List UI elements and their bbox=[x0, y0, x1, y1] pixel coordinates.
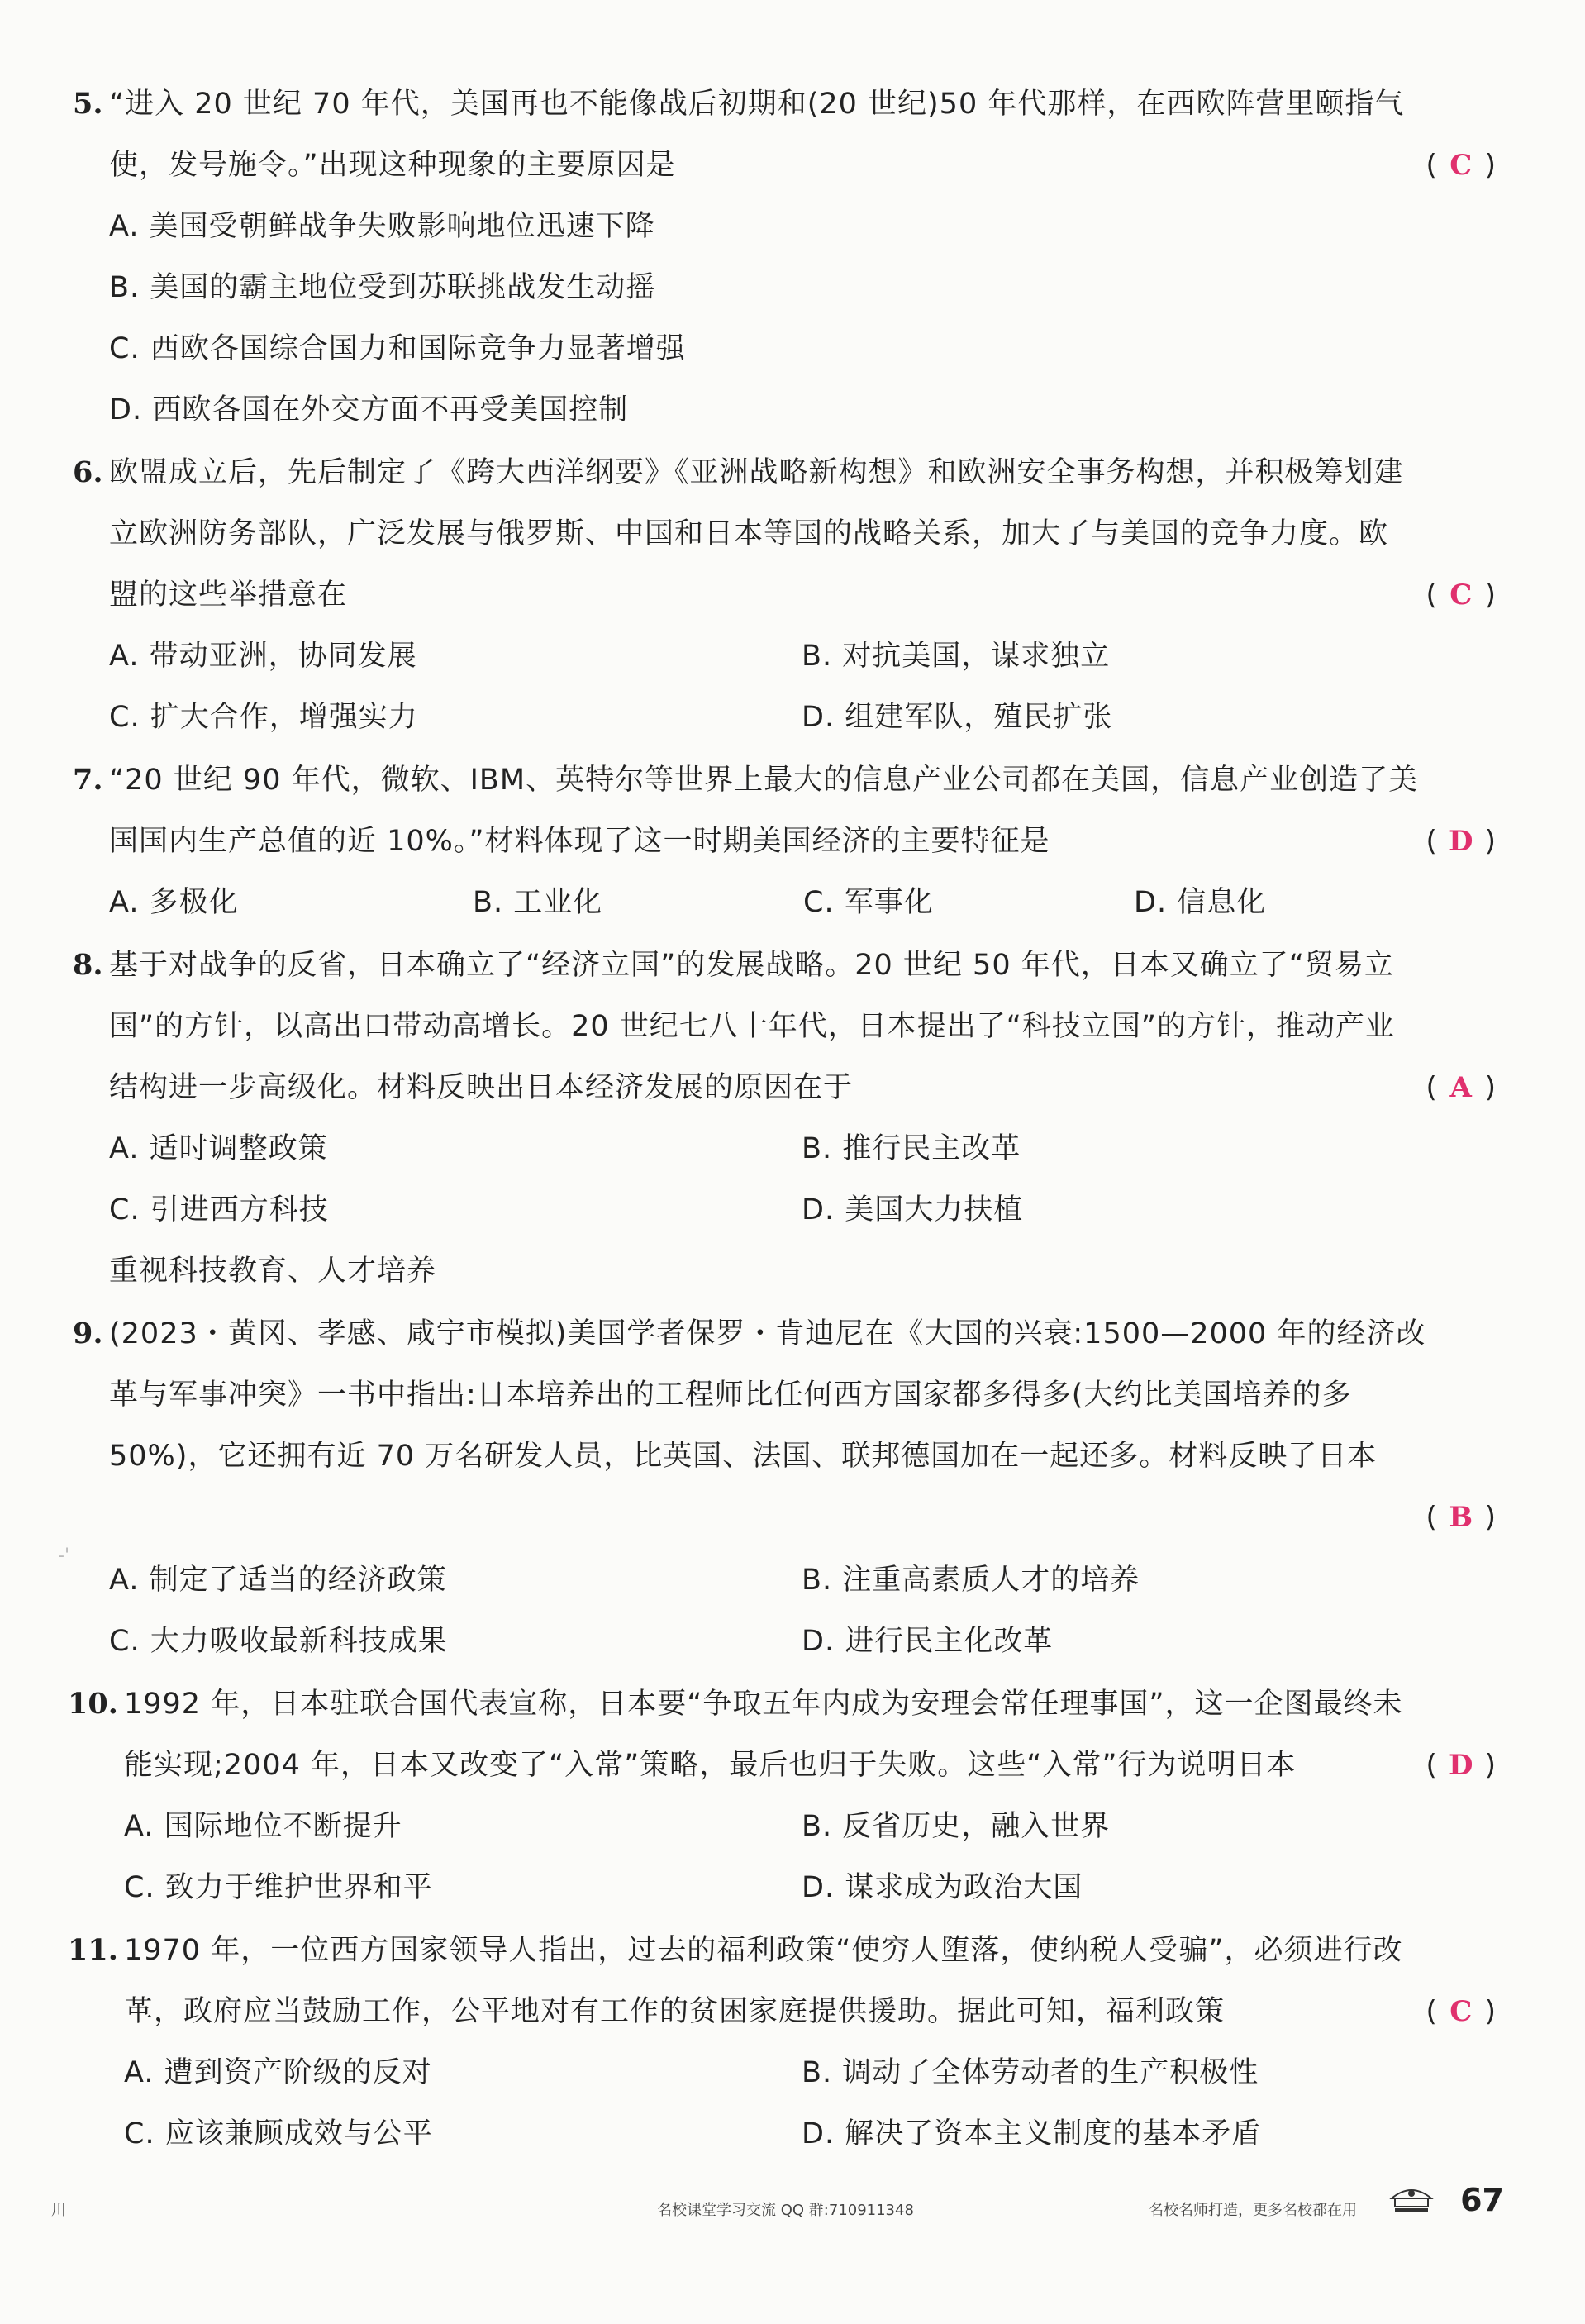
question-8-option-b: B. 推行民主改革 bbox=[802, 1132, 1021, 1165]
question-10-stem-line-1: 1992 年，日本驻联合国代表宣称，日本要“争取五年内成为安理会常任理事国”，这一企图最终未 bbox=[124, 1688, 1403, 1721]
question-10-option-b: B. 反省历史，融入世界 bbox=[802, 1810, 1111, 1843]
question-7-answer: ( D ) bbox=[1426, 825, 1496, 858]
answer-letter: D bbox=[1448, 825, 1473, 858]
question-6-option-a: A. 带动亚洲，协同发展 bbox=[109, 640, 417, 673]
question-9-option-b: B. 注重高素质人才的培养 bbox=[802, 1564, 1140, 1597]
question-5-number: 5. bbox=[73, 87, 103, 121]
question-10-option-a: A. 国际地位不断提升 bbox=[124, 1810, 402, 1843]
answer-letter: D bbox=[1448, 1749, 1473, 1782]
question-5-option-d: D. 西欧各国在外交方面不再受美国控制 bbox=[109, 393, 629, 426]
question-6-number: 6. bbox=[73, 455, 103, 489]
question-8-number: 8. bbox=[73, 948, 103, 982]
footer-left: 川 bbox=[51, 2202, 66, 2219]
question-9-number: 9. bbox=[73, 1317, 103, 1350]
question-9-option-c: C. 大力吸收最新科技成果 bbox=[109, 1625, 448, 1658]
question-10-stem-line-2: 能实现;2004 年，日本又改变了“入常”策略，最后也归于失败。这些“入常”行为说明日本 bbox=[124, 1749, 1297, 1782]
question-10-option-d: D. 谋求成为政治大国 bbox=[802, 1871, 1083, 1904]
question-10-option-c: C. 致力于维护世界和平 bbox=[124, 1871, 433, 1904]
question-6-stem-line-2: 立欧洲防务部队，广泛发展与俄罗斯、中国和日本等国的战略关系，加大了与美国的竞争力度。欧 bbox=[109, 517, 1389, 550]
footer-center: 名校课堂学习交流 QQ 群:710911348 bbox=[657, 2202, 914, 2219]
question-9-stem-line-2: 革与军事冲突》一书中指出:日本培养出的工程师比任何西方国家都多得多(大约比美国培养的多 bbox=[109, 1379, 1352, 1412]
question-11-option-c: C. 应该兼顾成效与公平 bbox=[124, 2117, 433, 2150]
page-number: 67 bbox=[1460, 2182, 1504, 2218]
answer-letter: C bbox=[1449, 149, 1473, 182]
question-9-option-a: A. 制定了适当的经济政策 bbox=[109, 1564, 447, 1597]
question-5-option-c: C. 西欧各国综合国力和国际竞争力显著增强 bbox=[109, 332, 686, 365]
question-5-option-b: B. 美国的霸主地位受到苏联挑战发生动摇 bbox=[109, 271, 656, 304]
question-11-stem-line-2: 革，政府应当鼓励工作，公平地对有工作的贫困家庭提供援助。据此可知，福利政策 bbox=[124, 1995, 1226, 2028]
question-8-option-a: A. 适时调整政策 bbox=[109, 1132, 328, 1165]
question-5-answer: ( C ) bbox=[1426, 149, 1496, 182]
question-8-stem-line-2: 国”的方针，以高出口带动高增长。20 世纪七八十年代，日本提出了“科技立国”的方针，推动产业 bbox=[109, 1010, 1396, 1043]
question-6-option-c: C. 扩大合作，增强实力 bbox=[109, 701, 418, 734]
question-6-option-b: B. 对抗美国，谋求独立 bbox=[802, 640, 1111, 673]
question-11-option-b: B. 调动了全体劳动者的生产积极性 bbox=[802, 2056, 1259, 2089]
question-7-option-b: B. 工业化 bbox=[473, 886, 603, 919]
question-8-option-c: C. 引进西方科技 bbox=[109, 1193, 329, 1226]
question-5-stem-line-1: “进入 20 世纪 70 年代，美国再也不能像战后初期和(20 世纪)50 年代那样，在西欧阵营里颐指气 bbox=[109, 88, 1405, 121]
question-11-stem-line-1: 1970 年，一位西方国家领导人指出，过去的福利政策“使穷人堕落，使纳税人受骗”，必须进行改 bbox=[124, 1934, 1403, 1967]
question-9-option-d: D. 进行民主化改革 bbox=[802, 1625, 1054, 1658]
question-8-answer: ( A ) bbox=[1426, 1071, 1496, 1104]
question-7-stem-line-1: “20 世纪 90 年代，微软、IBM、英特尔等世界上最大的信息产业公司都在美国，信息产业创造了美 bbox=[109, 764, 1419, 797]
footer-right: 名校名师打造，更多名校都在用 bbox=[1149, 2202, 1357, 2219]
question-9-stem-line-3: 50%)，它还拥有近 70 万名研发人员，比英国、法国、联邦德国加在一起还多。材料反映了日本 bbox=[109, 1440, 1378, 1473]
answer-letter: A bbox=[1449, 1071, 1472, 1104]
question-8-option-d: D. 美国大力扶植 bbox=[802, 1193, 1024, 1226]
question-5-option-a: A. 美国受朝鲜战争失败影响地位迅速下降 bbox=[109, 210, 655, 243]
question-5-stem-line-2: 使，发号施令。”出现这种现象的主要原因是 bbox=[109, 149, 676, 182]
question-7-option-d: D. 信息化 bbox=[1134, 886, 1267, 919]
question-10-number: 10. bbox=[68, 1687, 118, 1721]
question-11-option-d: D. 解决了资本主义制度的基本矛盾 bbox=[802, 2117, 1262, 2150]
question-6-stem-line-3: 盟的这些举措意在 bbox=[109, 579, 348, 612]
question-8-stem-line-3: 结构进一步高级化。材料反映出日本经济发展的原因在于 bbox=[109, 1071, 854, 1104]
answer-letter: C bbox=[1449, 1995, 1473, 2028]
question-10-answer: ( D ) bbox=[1426, 1749, 1496, 1782]
question-6-option-d: D. 组建军队，殖民扩张 bbox=[802, 701, 1113, 734]
question-6-stem-line-1: 欧盟成立后，先后制定了《跨大西洋纲要》《亚洲战略新构想》和欧洲安全事务构想，并积极筹划建 bbox=[109, 456, 1404, 489]
question-11-answer: ( C ) bbox=[1426, 1995, 1496, 2028]
question-11-number: 11. bbox=[68, 1933, 118, 1967]
question-7-option-a: A. 多极化 bbox=[109, 886, 239, 919]
scan-mark: -' bbox=[58, 1545, 69, 1566]
answer-letter: C bbox=[1449, 579, 1473, 612]
question-8-note: 重视科技教育、人才培养 bbox=[109, 1255, 437, 1288]
question-7-number: 7. bbox=[73, 763, 103, 797]
question-7-stem-line-2: 国国内生产总值的近 10%。”材料体现了这一时期美国经济的主要特征是 bbox=[109, 825, 1050, 858]
question-6-answer: ( C ) bbox=[1426, 579, 1496, 612]
question-7-option-c: C. 军事化 bbox=[803, 886, 934, 919]
question-11-option-a: A. 遭到资产阶级的反对 bbox=[124, 2056, 432, 2089]
question-8-stem-line-1: 基于对战争的反省，日本确立了“经济立国”的发展战略。20 世纪 50 年代，日本又确立了“贸易立 bbox=[109, 949, 1394, 982]
brand-logo-icon bbox=[1387, 2179, 1436, 2215]
answer-letter: B bbox=[1449, 1501, 1473, 1534]
question-9-stem-line-1: (2023・黄冈、孝感、咸宁市模拟)美国学者保罗・肯迪尼在《大国的兴衰:1500—2000 年的经济改 bbox=[109, 1317, 1426, 1350]
question-9-answer: ( B ) bbox=[1426, 1501, 1496, 1534]
